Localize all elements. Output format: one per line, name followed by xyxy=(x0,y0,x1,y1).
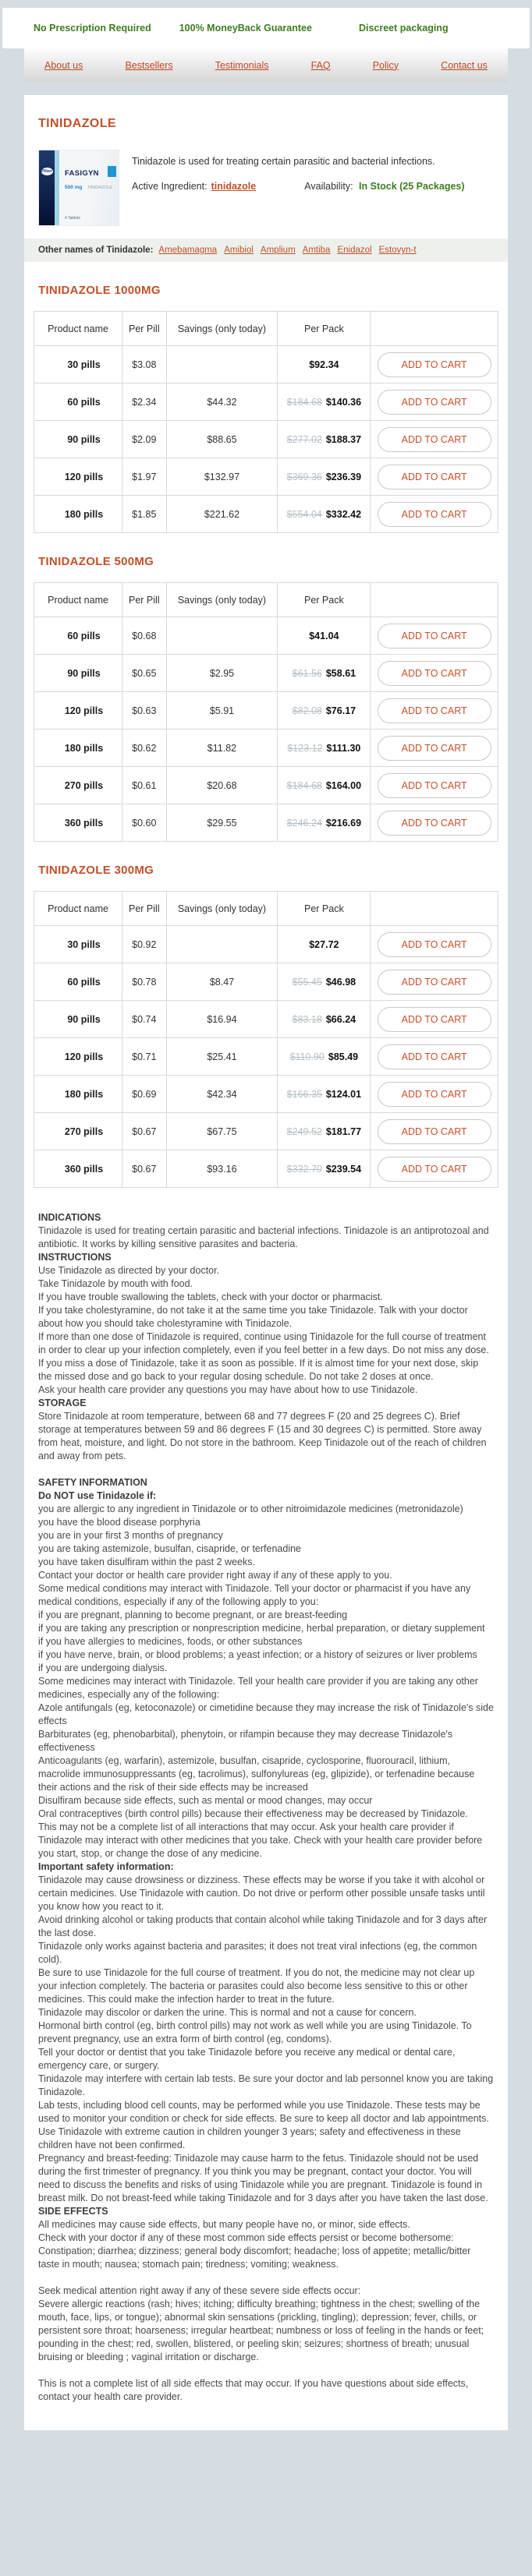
cell-cart xyxy=(371,804,498,842)
info-paragraph: if you have allergies to medicines, foods, or other substances xyxy=(38,1636,303,1647)
add-to-cart-button[interactable]: ADD TO CART xyxy=(378,1157,491,1182)
other-name-link-enidazol[interactable]: Enidazol xyxy=(337,246,372,255)
info-paragraph: Check with your doctor if any of these most common side effects persist or become bothersome: xyxy=(38,2232,454,2243)
other-name-link-estovyn-t[interactable]: Estovyn-t xyxy=(378,246,417,255)
info-paragraph: Seek medical attention right away if any of these severe side effects occur: xyxy=(38,2285,361,2296)
old-price: $184.68 xyxy=(286,396,322,408)
info-paragraph: Avoid drinking alcohol or taking products that contain alcohol while taking Tinidazole and for 3 days after the last dose. xyxy=(38,1914,488,1938)
add-to-cart-button[interactable]: ADD TO CART xyxy=(378,624,491,648)
cell-cart xyxy=(371,1113,498,1150)
product-box-substance: TINIDAZOLE xyxy=(87,186,113,190)
info-paragraph: Some medical conditions may interact with Tinidazole. Tell your doctor or pharmacist if you have any medical conditions, especially if any of the following apply to you: xyxy=(38,1583,471,1607)
cell-savings: $132.97 xyxy=(166,458,278,496)
info-section-heading: INSTRUCTIONS xyxy=(38,1252,112,1263)
cell-per-pill: $1.97 xyxy=(122,458,167,496)
cell-cart xyxy=(371,1001,498,1038)
other-name-link-amplium[interactable]: Amplium xyxy=(260,246,296,255)
col-header-cart xyxy=(371,312,498,346)
cell-per-pack xyxy=(278,383,371,421)
cell-per-pack xyxy=(278,346,371,383)
cell-per-pack xyxy=(278,1150,371,1188)
table-row xyxy=(34,617,498,655)
old-price: $184.68 xyxy=(286,779,322,791)
active-ingredient-link[interactable]: tinidazole xyxy=(211,181,257,192)
cell-cart xyxy=(371,346,498,383)
cell-per-pill: $0.65 xyxy=(122,655,167,692)
pack-price: $188.37 xyxy=(325,433,362,445)
table-row xyxy=(34,926,498,963)
info-section-heading: Do NOT use Tinidazole if: xyxy=(38,1490,157,1501)
col-header-savings: Savings (only today) xyxy=(166,583,278,617)
old-price: $83.18 xyxy=(292,1013,322,1025)
cell-product-name: 60 pills xyxy=(34,963,122,1001)
cell-product-name: 270 pills xyxy=(34,767,122,804)
page-title: TINIDAZOLE xyxy=(38,117,116,130)
info-section-heading: SIDE EFFECTS xyxy=(38,2206,108,2217)
pack-price: $332.42 xyxy=(325,508,362,520)
add-to-cart-button[interactable]: ADD TO CART xyxy=(378,736,491,761)
info-paragraph: Lab tests, including blood cell counts, may be performed while you use Tinidazole. These tests may be used to monitor your condition or check for side effects. Be sure to keep all doctor and lab appointments. xyxy=(38,2100,489,2124)
info-paragraph: Constipation; diarrhea; dizziness; general body discomfort; headache; loss of appetite; metallic/bitter taste in mouth; nausea; stomach pain; tiredness; vomiting; weakness. xyxy=(38,2246,471,2270)
col-header-per-pack: Per Pack xyxy=(278,312,371,346)
old-price: $123.12 xyxy=(287,742,323,754)
info-paragraph: Tinidazole only works against bacteria and parasites; it does not treat viral infections (eg, the common cold). xyxy=(38,1941,477,1965)
cell-cart xyxy=(371,730,498,767)
old-price: $249.52 xyxy=(286,1125,322,1137)
info-paragraph: if you have nerve, brain, or blood problems; a yeast infection; or a history of seizures or liver problems xyxy=(38,1649,477,1660)
cell-product-name: 180 pills xyxy=(34,730,122,767)
table-row xyxy=(34,730,498,767)
other-names-bar xyxy=(24,239,508,262)
info-paragraph: if you are taking any prescription or nonprescription medicine, herbal preparation, or dietary supplement xyxy=(38,1623,485,1634)
cell-per-pack xyxy=(278,1038,371,1076)
table-row xyxy=(34,1113,498,1150)
old-price: $166.35 xyxy=(286,1088,322,1100)
table-row xyxy=(34,804,498,842)
add-to-cart-button[interactable]: ADD TO CART xyxy=(378,427,491,452)
table-row xyxy=(34,458,498,496)
table-row xyxy=(34,1038,498,1076)
info-paragraph: Azole antifungals (eg, ketoconazole) or cimetidine because they may increase the risk of Tinidazole's side effects xyxy=(38,1702,494,1726)
pack-price: $140.36 xyxy=(325,396,362,408)
cell-savings: $67.75 xyxy=(166,1113,278,1150)
cell-product-name: 30 pills xyxy=(34,926,122,963)
info-paragraph: If more than one dose of Tinidazole is required, continue using Tinidazole for the full course of treatment in order to clear up your infection completely, even if you feel better in a few days. Do not miss any dose. xyxy=(38,1331,489,1355)
cell-savings: $25.41 xyxy=(166,1038,278,1076)
info-paragraph: you have taken disulfiram within the past 2 weeks. xyxy=(38,1557,255,1567)
add-to-cart-button[interactable]: ADD TO CART xyxy=(378,1007,491,1032)
info-paragraph: If you have trouble swallowing the tablets, check with your doctor or pharmacist. xyxy=(38,1292,383,1302)
info-section xyxy=(38,1489,494,1860)
pack-price: $124.01 xyxy=(325,1088,362,1100)
col-header-product-name: Product name xyxy=(34,583,122,617)
blank-line xyxy=(38,2271,494,2284)
col-header-product-name: Product name xyxy=(34,312,122,346)
info-paragraph: Tinidazole may cause drowsiness or dizziness. These effects may be worse if you take it with alcohol or certain medicines. Use Tinidazole with caution. Do not drive or perform other possible unsafe tasks until you know how you react to it. xyxy=(38,1875,485,1912)
table-row xyxy=(34,383,498,421)
cell-savings: $2.95 xyxy=(166,655,278,692)
info-paragraph: you are allergic to any ingredient in Tinidazole or to other nitroimidazole medicines (metronidazole) xyxy=(38,1504,463,1514)
pack-price: $41.04 xyxy=(309,630,339,641)
availability-value: In Stock (25 Packages) xyxy=(359,181,465,192)
availability-label: Availability: xyxy=(304,181,353,192)
pricing-section xyxy=(24,555,508,842)
cell-savings: $93.16 xyxy=(166,1150,278,1188)
cell-cart xyxy=(371,692,498,730)
cell-per-pill: $0.78 xyxy=(122,963,167,1001)
cell-per-pill: $2.09 xyxy=(122,421,167,458)
cell-per-pack xyxy=(278,1076,371,1113)
info-paragraph: This is not a complete list of all side effects that may occur. If you have questions about side effects, contact your health care provider. xyxy=(38,2378,469,2402)
cell-per-pack xyxy=(278,1113,371,1150)
col-header-per-pack: Per Pack xyxy=(278,892,371,926)
pack-price: $76.17 xyxy=(325,705,356,716)
pack-price: $46.98 xyxy=(325,976,356,988)
col-header-savings: Savings (only today) xyxy=(166,892,278,926)
pack-price: $111.30 xyxy=(326,742,361,754)
info-paragraph: Ask your health care provider any questions you may have about how to use Tinidazole. xyxy=(38,1384,418,1395)
pack-price: $181.77 xyxy=(325,1125,362,1137)
pricing-section-title: TINIDAZOLE 300MG xyxy=(38,864,154,877)
old-price: $55.45 xyxy=(292,976,322,988)
cell-product-name: 270 pills xyxy=(34,1113,122,1150)
cell-per-pill: $0.67 xyxy=(122,1150,167,1188)
info-paragraph: Anticoagulants (eg, warfarin), astemizole, busulfan, cisapride, cyclosporine, fluorouracil, lithium, macrolide immunosuppressants (eg, tacrolimus), sulfonylureas (eg, glipizide), or terfenadine because their actions and the risk of their side effects may be increased xyxy=(38,1755,475,1793)
cell-per-pill: $0.69 xyxy=(122,1076,167,1113)
col-header-per-pill: Per Pill xyxy=(122,892,167,926)
info-paragraph: Tinidazole may interfere with certain lab tests. Be sure your doctor and lab personnel know you are taking Tinidazole. xyxy=(38,2073,494,2097)
drug-information xyxy=(38,1211,494,2404)
info-paragraph: Hormonal birth control (eg, birth control pills) may not work as well while you are using Tinidazole. To prevent pregnancy, use an extra form of birth control (eg, condoms). xyxy=(38,2020,472,2044)
pricing-table xyxy=(34,311,498,533)
table-row xyxy=(34,421,498,458)
info-paragraph: Some medicines may interact with Tinidazole. Tell your health care provider if you are taking any other medicines, especially any of the following: xyxy=(38,1676,478,1700)
info-paragraph: Disulfiram because side effects, such as mental or mood changes, may occur xyxy=(38,1795,373,1806)
col-header-product-name: Product name xyxy=(34,892,122,926)
nav-link-testimonials[interactable]: Testimonials xyxy=(215,59,269,71)
cell-cart xyxy=(371,383,498,421)
old-price: $554.04 xyxy=(286,508,322,520)
cell-per-pack xyxy=(278,421,371,458)
cell-per-pack xyxy=(278,617,371,655)
nav-link-policy[interactable]: Policy xyxy=(372,59,399,71)
info-paragraph: Contact your doctor or health care provider right away if any of these apply to you. xyxy=(38,1570,392,1581)
cell-product-name: 180 pills xyxy=(34,1076,122,1113)
other-names-label: Other names of Tinidazole: xyxy=(38,246,154,255)
pack-price: $216.69 xyxy=(325,817,362,829)
table-row xyxy=(34,767,498,804)
pack-price: $239.54 xyxy=(325,1163,362,1175)
info-paragraph: you are in your first 3 months of pregnancy xyxy=(38,1530,223,1541)
info-paragraph: Pregnancy and breast-feeding: Tinidazole may cause harm to the fetus. Tinidazole should not be used during the first trimester of pregnancy. If you think you may be pregnant, contact your doctor. You will need to discuss the benefits and risks of using Tinidazole while you are pregnant. Tinidazole is found in breast milk. Do not breast-feed while taking Tinidazole and for 3 days after you have taken the last dose. xyxy=(38,2153,488,2203)
topbar-item-no-prescription: No Prescription Required xyxy=(34,23,151,34)
cell-product-name: 60 pills xyxy=(34,617,122,655)
pricing-section xyxy=(24,864,508,1188)
product-summary xyxy=(38,150,494,226)
pack-price: $58.61 xyxy=(325,667,356,679)
cell-cart xyxy=(371,1150,498,1188)
cell-per-pill: $0.74 xyxy=(122,1001,167,1038)
add-to-cart-button[interactable]: ADD TO CART xyxy=(378,932,491,957)
product-description: Tinidazole is used for treating certain parasitic and bacterial infections. xyxy=(132,156,435,167)
cell-cart xyxy=(371,1038,498,1076)
cell-per-pack xyxy=(278,804,371,842)
cell-per-pill: $0.60 xyxy=(122,804,167,842)
cell-savings: $11.82 xyxy=(166,730,278,767)
cell-cart xyxy=(371,926,498,963)
add-to-cart-button[interactable]: ADD TO CART xyxy=(378,1119,491,1144)
table-row xyxy=(34,692,498,730)
nav-link-contact-us[interactable]: Contact us xyxy=(441,59,488,71)
cell-product-name: 60 pills xyxy=(34,383,122,421)
pack-price: $164.00 xyxy=(325,779,362,791)
pack-price: $85.49 xyxy=(328,1051,359,1062)
cell-cart xyxy=(371,496,498,533)
cell-savings: $42.34 xyxy=(166,1076,278,1113)
cell-per-pack xyxy=(278,963,371,1001)
cell-product-name: 90 pills xyxy=(34,1001,122,1038)
info-paragraph: if you are pregnant, planning to become pregnant, or are breast-feeding xyxy=(38,1610,348,1620)
cell-per-pill: $0.61 xyxy=(122,767,167,804)
add-to-cart-button[interactable]: ADD TO CART xyxy=(378,698,491,723)
pricing-section-title: TINIDAZOLE 500MG xyxy=(38,555,154,568)
cell-savings xyxy=(166,346,278,383)
product-box-brand: FASIGYN xyxy=(65,169,99,178)
cell-per-pill: $1.85 xyxy=(122,496,167,533)
col-header-per-pack: Per Pack xyxy=(278,583,371,617)
pfizer-logo-icon: Pfizer xyxy=(41,169,52,174)
info-paragraph: This may not be a complete list of all interactions that may occur. Ask your health care provider if Tinidazole may interact with other medicines that you take. Check with your health care provider before you start, stop, or change the dose of any medicine. xyxy=(38,1822,483,1859)
cell-product-name: 90 pills xyxy=(34,421,122,458)
cell-per-pill: $0.68 xyxy=(122,617,167,655)
nav-link-about-us[interactable]: About us xyxy=(44,59,83,71)
pricing-section xyxy=(24,284,508,533)
blank-line xyxy=(38,2364,494,2377)
topbar-item-moneyback: 100% MoneyBack Guarantee xyxy=(179,23,312,34)
old-price: $369.36 xyxy=(286,471,322,482)
old-price: $332.70 xyxy=(286,1163,322,1175)
table-row xyxy=(34,963,498,1001)
cell-savings: $29.55 xyxy=(166,804,278,842)
cell-product-name: 120 pills xyxy=(34,1038,122,1076)
info-paragraph: Use Tinidazole with extreme caution in children younger 3 years; safety and effectiveness in these children have not been confirmed. xyxy=(38,2126,461,2150)
cell-per-pack xyxy=(278,496,371,533)
table-header-row xyxy=(34,583,498,617)
cell-product-name: 120 pills xyxy=(34,692,122,730)
cell-per-pack xyxy=(278,1001,371,1038)
info-paragraph: Severe allergic reactions (rash; hives; itching; difficulty breathing; tightness in the chest; swelling of the mouth, face, lips, or tongue); abnormal skin sensations (prickling, tingling); depression; fever, chills, or persistent sore throat; hoarseness; irregular heartbeat; numbness or loss of feeling in the hands or feet; pounding in the chest; red, swollen, blistered, or peeling skin; seizures; shortness of breath; unusual bruising or bleeding ; vaginal irritation or discharge. xyxy=(38,2299,484,2362)
cell-per-pack xyxy=(278,926,371,963)
table-row xyxy=(34,655,498,692)
table-header-row xyxy=(34,312,498,346)
info-section-heading: SAFETY INFORMATION xyxy=(38,1477,147,1488)
info-section-heading: INDICATIONS xyxy=(38,1212,101,1223)
info-paragraph: Tell your doctor or dentist that you take Tinidazole before you receive any medical or dental care, emergency care, or surgery. xyxy=(38,2047,456,2071)
info-section xyxy=(38,2205,494,2404)
info-paragraph: Be sure to use Tinidazole for the full course of treatment. If you do not, the medicine may not clear up your infection completely. The bacteria or parasites could also become less sensitive to this or other medicines. This could make the infection harder to treat in the future. xyxy=(38,1967,475,2005)
availability xyxy=(304,181,464,192)
old-price: $110.90 xyxy=(289,1051,325,1062)
cell-per-pack xyxy=(278,655,371,692)
cell-cart xyxy=(371,458,498,496)
add-to-cart-button[interactable]: ADD TO CART xyxy=(378,811,491,836)
info-paragraph: Store Tinidazole at room temperature, between 68 and 77 degrees F (20 and 25 degrees C). Brief storage at temperatures between 59 and 86 degrees F (15 and 30 degrees C) is permitted. Store away from heat, moisture, and light. Do not store in the bathroom. Keep Tinidazole out of the reach of children and away from pets. xyxy=(38,1411,487,1461)
cell-per-pill: $0.62 xyxy=(122,730,167,767)
info-paragraph: If you take cholestyramine, do not take it at the same time you take Tinidazole. Talk with your doctor about how you should take cholestyramine with Tinidazole. xyxy=(38,1305,468,1329)
other-name-link-amebamagma[interactable]: Amebamagma xyxy=(158,246,218,255)
product-box-accent-square xyxy=(108,166,116,177)
cell-savings: $16.94 xyxy=(166,1001,278,1038)
info-paragraph: Barbiturates (eg, phenobarbital), phenytoin, or rifampin because they may decrease Tinidazole's effectiveness xyxy=(38,1729,453,1753)
old-price: $61.56 xyxy=(292,667,322,679)
other-name-link-amtiba[interactable]: Amtiba xyxy=(302,246,331,255)
cell-per-pill: $3.08 xyxy=(122,346,167,383)
col-header-cart xyxy=(371,892,498,926)
content-panel xyxy=(24,95,508,2430)
add-to-cart-button[interactable]: ADD TO CART xyxy=(378,1082,491,1107)
old-price: $246.24 xyxy=(286,817,322,829)
cell-per-pill: $0.67 xyxy=(122,1113,167,1150)
cell-savings: $20.68 xyxy=(166,767,278,804)
product-box-image xyxy=(38,150,119,226)
add-to-cart-button[interactable]: ADD TO CART xyxy=(378,1044,491,1069)
info-paragraph: Tinidazole may discolor or darken the urine. This is normal and not a cause for concern. xyxy=(38,2007,417,2018)
pricing-table xyxy=(34,582,498,842)
old-price: $277.02 xyxy=(286,433,322,445)
add-to-cart-button[interactable]: ADD TO CART xyxy=(378,970,491,995)
cell-per-pack xyxy=(278,730,371,767)
cell-per-pill: $0.71 xyxy=(122,1038,167,1076)
pack-price: $92.34 xyxy=(309,359,339,370)
old-price: $82.08 xyxy=(292,705,322,716)
product-box-subtitle xyxy=(65,178,115,193)
table-row xyxy=(34,1150,498,1188)
pricing-tables xyxy=(24,284,508,1188)
nav-link-bestsellers[interactable]: Bestsellers xyxy=(125,59,173,71)
col-header-per-pill: Per Pill xyxy=(122,312,167,346)
table-row xyxy=(34,496,498,533)
add-to-cart-button[interactable]: ADD TO CART xyxy=(378,465,491,489)
info-paragraph: you are taking astemizole, busulfan, cisapride, or terfenadine xyxy=(38,1543,301,1554)
pack-price: $66.24 xyxy=(325,1013,356,1025)
cell-product-name: 30 pills xyxy=(34,346,122,383)
cell-per-pill: $0.63 xyxy=(122,692,167,730)
cell-per-pack xyxy=(278,458,371,496)
cell-savings: $5.91 xyxy=(166,692,278,730)
cell-cart xyxy=(371,655,498,692)
info-section xyxy=(38,1211,494,1251)
table-row xyxy=(34,1001,498,1038)
cell-cart xyxy=(371,1076,498,1113)
cell-cart xyxy=(371,963,498,1001)
cell-product-name: 90 pills xyxy=(34,655,122,692)
cell-savings xyxy=(166,926,278,963)
add-to-cart-button[interactable]: ADD TO CART xyxy=(378,352,491,377)
cell-product-name: 360 pills xyxy=(34,1150,122,1188)
cell-product-name: 360 pills xyxy=(34,804,122,842)
cell-per-pack xyxy=(278,692,371,730)
info-paragraph: Take Tinidazole by mouth with food. xyxy=(38,1278,193,1289)
add-to-cart-button[interactable]: ADD TO CART xyxy=(378,661,491,686)
info-paragraph: All medicines may cause side effects, but many people have no, or minor, side effects. xyxy=(38,2219,410,2230)
product-box-tablets: 4 Tablets xyxy=(65,216,80,221)
add-to-cart-button[interactable]: ADD TO CART xyxy=(378,390,491,415)
product-box-face xyxy=(59,150,119,225)
info-section xyxy=(38,1397,494,1476)
info-section xyxy=(38,1860,494,2205)
cell-cart xyxy=(371,617,498,655)
info-paragraph: you have the blood disease porphyria xyxy=(38,1517,200,1528)
cell-per-pill: $2.34 xyxy=(122,383,167,421)
table-row xyxy=(34,1076,498,1113)
cell-savings: $8.47 xyxy=(166,963,278,1001)
col-header-cart xyxy=(371,583,498,617)
info-section xyxy=(38,1476,494,1489)
info-paragraph: Oral contraceptives (birth control pills) because their effectiveness may be decreased by Tinidazole. xyxy=(38,1808,468,1819)
info-paragraph: if you are undergoing dialysis. xyxy=(38,1663,168,1673)
blank-line xyxy=(38,1463,494,1476)
add-to-cart-button[interactable]: ADD TO CART xyxy=(378,773,491,798)
active-ingredient-label: Active Ingredient: xyxy=(132,181,207,192)
pack-price: $236.39 xyxy=(325,471,362,482)
ingredient-availability-row xyxy=(132,181,465,192)
cell-savings: $44.32 xyxy=(166,383,278,421)
cell-cart xyxy=(371,421,498,458)
cell-per-pack xyxy=(278,767,371,804)
main-nav xyxy=(24,48,508,82)
cell-product-name: 180 pills xyxy=(34,496,122,533)
cell-product-name: 120 pills xyxy=(34,458,122,496)
col-header-savings: Savings (only today) xyxy=(166,312,278,346)
pricing-table xyxy=(34,891,498,1188)
add-to-cart-button[interactable]: ADD TO CART xyxy=(378,502,491,527)
topbar xyxy=(2,8,530,48)
table-header-row xyxy=(34,892,498,926)
pack-price: $27.72 xyxy=(309,938,339,950)
nav-link-faq[interactable]: FAQ xyxy=(310,59,331,71)
topbar-item-discreet: Discreet packaging xyxy=(358,23,449,34)
info-paragraph: Tinidazole is used for treating certain parasitic and bacterial infections. Tinidazole is an antiprotozoal and antibiotic. It works by killing sensitive parasites and bacteria. xyxy=(38,1225,489,1249)
other-name-link-amibiol[interactable]: Amibiol xyxy=(224,246,254,255)
cell-savings: $221.62 xyxy=(166,496,278,533)
col-header-per-pill: Per Pill xyxy=(122,583,167,617)
info-paragraph: Use Tinidazole as directed by your doctor. xyxy=(38,1265,220,1276)
cell-savings: $88.65 xyxy=(166,421,278,458)
cell-savings xyxy=(166,617,278,655)
cell-cart xyxy=(371,767,498,804)
table-row xyxy=(34,346,498,383)
cell-per-pill: $0.92 xyxy=(122,926,167,963)
pricing-section-title: TINIDAZOLE 1000MG xyxy=(38,284,161,297)
info-paragraph: If you miss a dose of Tinidazole, take it as soon as possible. If it is almost time for your next dose, skip the missed dose and go back to your regular dosing schedule. Do not take 2 doses at once. xyxy=(38,1358,479,1382)
info-section-heading: Important safety information: xyxy=(38,1861,174,1872)
info-section xyxy=(38,1251,494,1397)
product-info xyxy=(132,150,465,226)
product-box-spine xyxy=(39,150,55,225)
info-section-heading: STORAGE xyxy=(38,1398,87,1408)
product-box-dose: 500 mg xyxy=(65,185,83,190)
